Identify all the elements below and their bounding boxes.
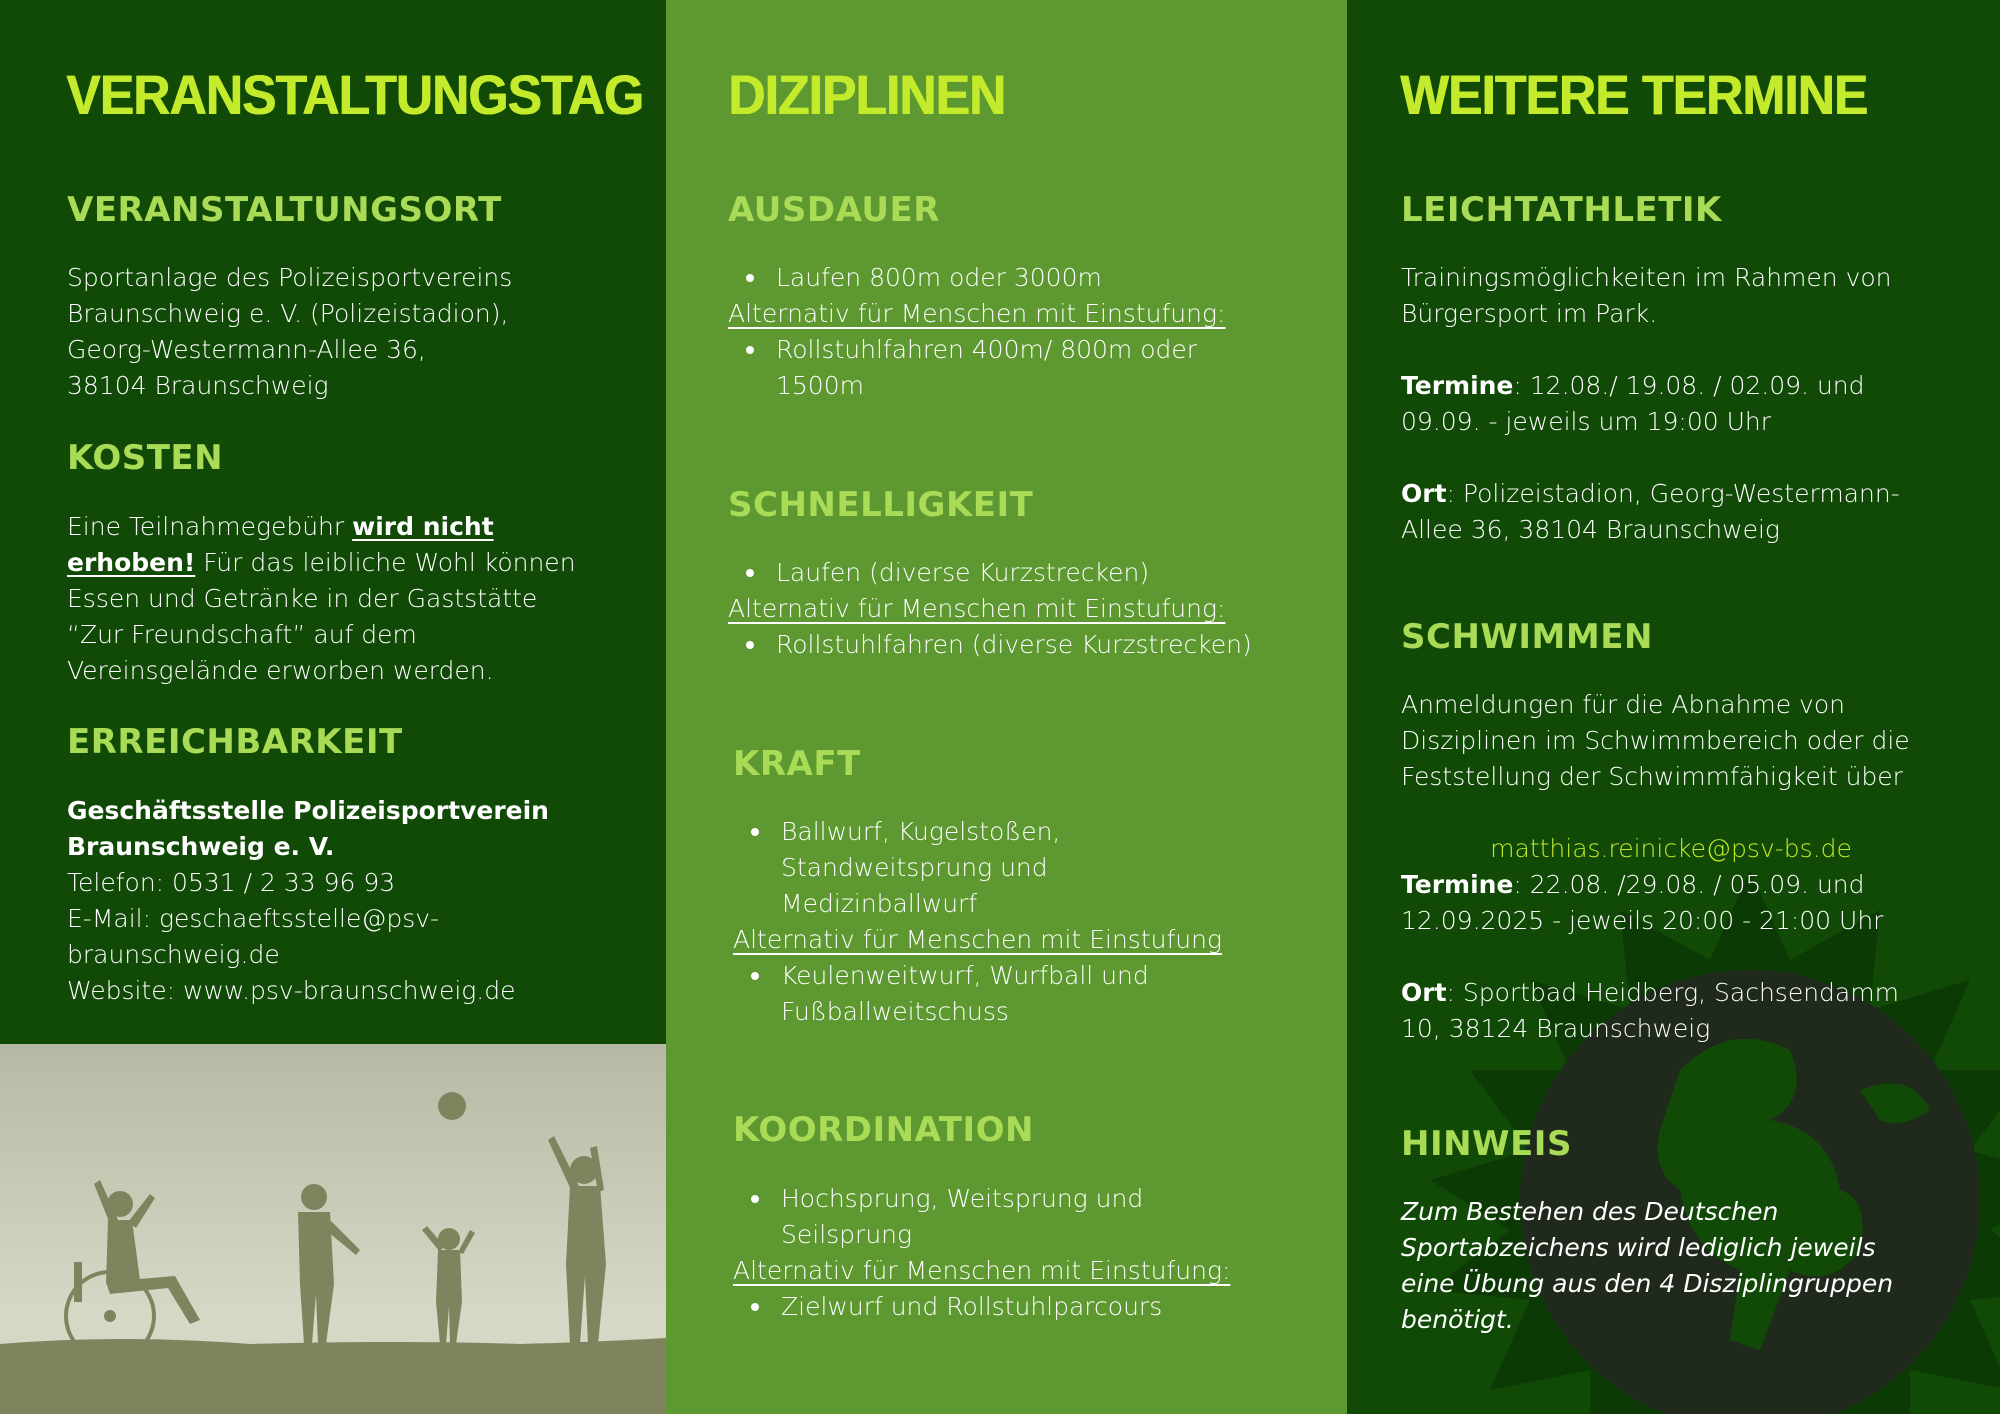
- list-item: Ballwurf, Kugelstoßen, Standweitsprung und Medizinballwurf: [733, 814, 1333, 922]
- list-item: Rollstuhlfahren (diverse Kurzstrecken): [728, 627, 1328, 663]
- heading-kraft: KRAFT: [733, 744, 861, 784]
- kosten-emphasis: wird nicht: [352, 512, 494, 541]
- alternativ-label: Alternativ für Menschen mit Einstufung:: [733, 1256, 1231, 1285]
- title-disziplinen: DIZIPLINEN: [728, 63, 1006, 126]
- heading-erreichbarkeit: ERREICHBARKEIT: [67, 722, 403, 762]
- heading-koordination: KOORDINATION: [733, 1110, 1035, 1150]
- list-item: Keulenweitwurf, Wurfball und Fußballweitschuss: [733, 958, 1333, 1030]
- heading-schwimmen: SCHWIMMEN: [1401, 617, 1653, 657]
- website-text[interactable]: Website: www.psv-braunschweig.de: [67, 976, 516, 1005]
- telefon-text: Telefon: 0531 / 2 33 96 93: [67, 868, 396, 897]
- list-item: Laufen (diverse Kurzstrecken): [728, 555, 1328, 591]
- list-item: Laufen 800m oder 3000m: [728, 260, 1328, 296]
- title-weitere-termine: WEITERE TERMINE: [1400, 63, 1868, 126]
- heading-hinweis: HINWEIS: [1401, 1124, 1572, 1164]
- alternativ-label: Alternativ für Menschen mit Einstufung: [733, 925, 1222, 954]
- title-veranstaltungstag: VERANSTALTUNGSTAG: [66, 63, 643, 126]
- veranstaltungsort-text: Sportanlage des Polizeisportvereins Braunschweig e. V. (Polizeistadion), Georg-Westermann-Allee 36, 38104 Braunschweig: [67, 263, 513, 400]
- heading-ausdauer: AUSDAUER: [728, 190, 940, 230]
- erreichbarkeit-text: Geschäftsstelle Polizeisportverein Braunschweig e. V. Telefon: 0531 / 2 33 96 93 E-Mail: geschaeftsstelle@psv- braunschweig.de Website: www.psv-braunschweig.de: [67, 793, 647, 1009]
- column-disziplinen: [666, 0, 1347, 1414]
- schwimmen-text: Anmeldungen für die Abnahme von Disziplinen im Schwimmbereich oder die Feststellung der Schwimmfähigkeit über matthias.reinicke@psv-bs.de Termine: 22.08. /29.08. / 05.09. und 12.09.2025 - jeweils 20:00 - 21:00 Uhr Ort: Sportbad Heidberg, Sachsendamm 10, 38124 Braunschweig: [1401, 690, 1910, 1043]
- koordination-list: [733, 1181, 1333, 1325]
- ausdauer-list: [728, 260, 1328, 404]
- hinweis-text: Zum Bestehen des Deutschen Sportabzeichens wird lediglich jeweils eine Übung aus den 4 Disziplingruppen benötigt.: [1401, 1197, 1894, 1334]
- leichtathletik-text: Trainingsmöglichkeiten im Rahmen von Bürgersport im Park. Termine: 12.08./ 19.08. / 02.09. und 09.09. - jeweils um 19:00 Uhr Ort: Polizeistadion, Georg-Westermann- Allee 36, 38104 Braunschweig: [1401, 263, 1900, 544]
- silhouettes-photo: [0, 1044, 666, 1414]
- list-item: Zielwurf und Rollstuhlparcours: [733, 1289, 1333, 1325]
- heading-veranstaltungsort: VERANSTALTUNGSORT: [67, 190, 502, 230]
- heading-kosten: KOSTEN: [67, 438, 224, 478]
- kosten-text: Eine Teilnahmegebühr wird nicht erhoben! Für das leibliche Wohl können Essen und Getränke in der Gaststätte “Zur Freundschaft” auf dem Vereinsgelände erworben werden.: [67, 512, 576, 685]
- alternativ-label: Alternativ für Menschen mit Einstufung:: [728, 594, 1226, 623]
- list-item: Hochsprung, Weitsprung und Seilsprung: [733, 1181, 1333, 1253]
- list-item: Rollstuhlfahren 400m/ 800m oder 1500m: [728, 332, 1328, 404]
- swim-email-link[interactable]: matthias.reinicke@psv-bs.de: [1490, 834, 1852, 863]
- kraft-list: [733, 814, 1333, 1030]
- email-text[interactable]: E-Mail: geschaeftsstelle@psv-: [67, 904, 440, 933]
- heading-leichtathletik: LEICHTATHLETIK: [1401, 190, 1722, 230]
- alternativ-label: Alternativ für Menschen mit Einstufung:: [728, 299, 1226, 328]
- heading-schnelligkeit: SCHNELLIGKEIT: [728, 485, 1034, 525]
- column-weitere-termine: [1347, 0, 2000, 1414]
- schnelligkeit-list: [728, 555, 1328, 663]
